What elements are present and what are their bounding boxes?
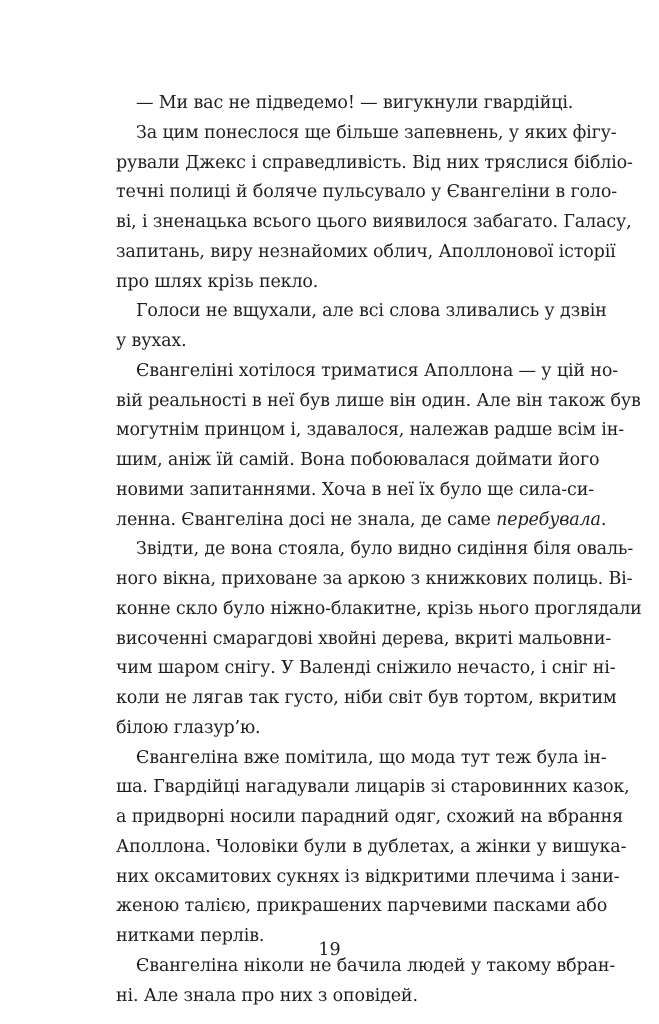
line-text: женою талією, прикрашених парчевими пасками або — [116, 896, 608, 917]
text-line — [116, 475, 594, 505]
text-line — [136, 118, 617, 148]
line-text: могутнім принцом і, здавалося, належав радше всім ін- — [116, 420, 625, 441]
italic-word: перебувала — [496, 509, 601, 530]
text-line — [116, 177, 618, 207]
text-line — [116, 981, 572, 1011]
text-line — [116, 772, 630, 802]
line-text: конне скло було ніжно-блакитне, крізь нього проглядали — [116, 598, 642, 619]
text-line — [116, 653, 616, 683]
line-text: нитками перлів. — [116, 926, 265, 946]
line-text: Звідти, де вона стояла, було видно сидіння біля оваль- — [136, 539, 634, 560]
line-text: Євангеліні хотілося триматися Аполлона — у цій но- — [136, 360, 618, 381]
text-line — [116, 862, 620, 892]
line-text: височенні смарагдові хвойні дерева, вкриті мальовни- — [116, 628, 612, 649]
line-text: ленна. Євангеліна досі не знала, де саме — [116, 509, 497, 530]
text-line — [116, 207, 632, 237]
line-text: ні. Але знала про них з оповідей. — [116, 985, 418, 1006]
text-line — [116, 594, 642, 624]
text-line — [116, 237, 616, 267]
line-text: ша. Гвардійці нагадували лицарів зі старовинних казок, — [116, 777, 630, 798]
text-line — [136, 88, 572, 118]
line-text: Євангеліна ніколи не бачила людей у такому вбран- — [136, 955, 616, 976]
text-line — [116, 802, 624, 832]
line-text: а придворні носили парадний одяг, схожий на вбрання — [116, 807, 624, 827]
text-line — [116, 505, 607, 535]
line-text: білою глазур’ю. — [116, 717, 261, 738]
line-text: рували Джекс і справедливість. Від них тряслися бібліо- — [116, 152, 633, 173]
text-line — [116, 564, 633, 594]
line-text: коли не лягав так густо, ніби світ був тортом, вкритим — [116, 688, 617, 708]
text-line — [116, 624, 612, 654]
page-number: 19 — [318, 940, 341, 960]
line-text: ного вікна, приховане за аркою з книжкових полиць. Ві- — [116, 569, 633, 589]
text-line — [136, 296, 607, 326]
text-line — [116, 683, 617, 713]
line-text: про шлях крізь пекло. — [116, 271, 319, 292]
text-line — [116, 713, 572, 743]
line-text: Голоси не вщухали, але всі слова зливались у дзвін — [136, 301, 607, 322]
text-line — [116, 267, 572, 297]
line-text: Аполлона. Чоловіки були в дублетах, а жінки у вишука- — [116, 836, 627, 857]
line-text: Євангеліна вже помітила, що мода тут теж була ін- — [136, 747, 607, 768]
text-line — [116, 386, 641, 416]
text-line — [136, 356, 618, 386]
text-line — [136, 534, 634, 564]
line-text: За цим понеслося ще більше запевнень, у яких фігу- — [136, 122, 617, 143]
line-text: — Ми вас не підведемо! — вигукнули гвардійці. — [136, 93, 574, 113]
text-line — [116, 415, 625, 445]
line-text: шим, аніж їй самій. Вона побоювалася доймати його — [116, 450, 600, 470]
text-line — [116, 326, 572, 356]
text-line — [116, 445, 600, 475]
line-text: них оксамитових сукнях із відкритими плечима і зани- — [116, 866, 620, 887]
line-text: у вухах. — [116, 331, 187, 351]
text-line — [136, 743, 607, 773]
line-text: новими запитаннями. Хоча в неї їх було ще сила-си- — [116, 479, 594, 500]
line-text: течні полиці й боляче пульсувало у Євангеліни в голо- — [116, 182, 618, 203]
line-text: чим шаром снігу. У Валенді сніжило нечасто, і сніг ні- — [116, 658, 616, 679]
line-tail: . — [600, 509, 607, 530]
text-line — [116, 891, 608, 921]
text-line — [116, 148, 633, 178]
line-text: запитань, виру незнайомих облич, Аполлонової історії — [116, 241, 616, 262]
line-text: ві, і зненацька всього цього виявилося забагато. Галасу, — [116, 212, 632, 232]
text-line — [116, 832, 627, 862]
line-text: вій реальності в неї був лише він один. Але він також був — [116, 390, 641, 411]
